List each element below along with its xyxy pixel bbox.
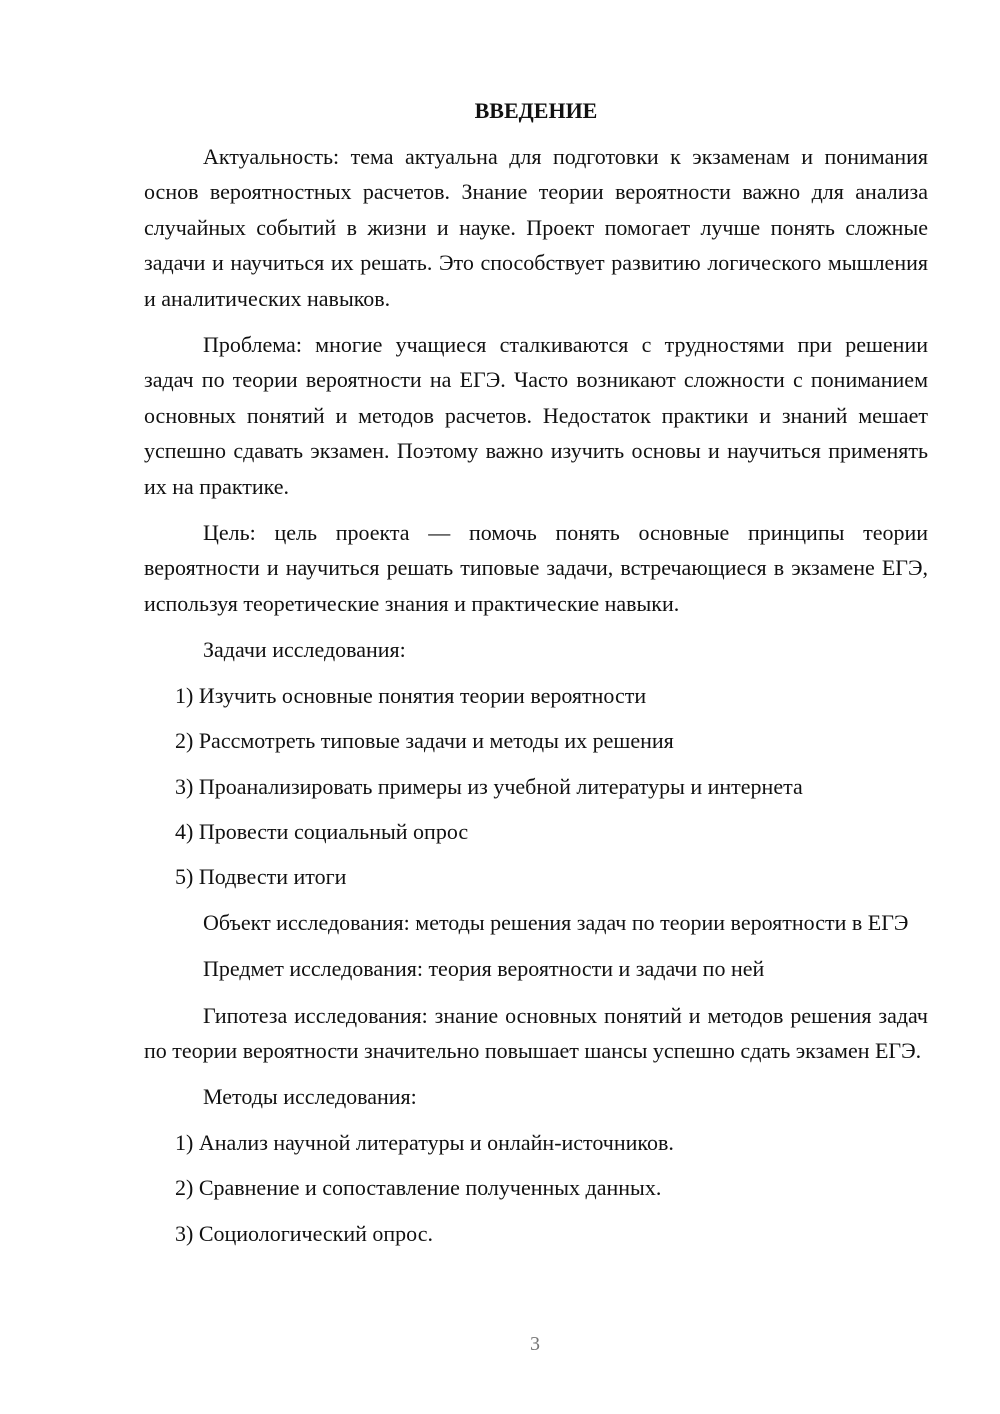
page-number: 3 (530, 1333, 540, 1355)
page-content (144, 96, 928, 1261)
methods-heading: Методы исследования: (203, 1084, 417, 1110)
tasks-heading: Задачи исследования: (203, 637, 406, 663)
paragraph-object: Объект исследования: методы решения задач по теории вероятности в ЕГЭ (203, 909, 909, 935)
page-title: ВВЕДЕНИЕ (474, 98, 598, 123)
paragraph-hypothesis: Гипотеза исследования: знание основных понятий и методов решения задач по теории вероятности значительно повышает шансы успешно сдать экзамен ЕГЭ. (144, 1002, 928, 1063)
paragraph-relevance: Актуальность: тема актуальна для подготовки к экзаменам и понимания основ вероятностных расчетов. Знание теории вероятности важно для анализа случайных событий в жизни и науке. Проект помогает лучше понять сложные задачи и научиться их решать. Это способствует развитию логического мышления и аналитических навыков. (144, 144, 928, 311)
method-item: 1) Анализ научной литературы и онлайн-источников. (175, 1129, 674, 1155)
paragraph-problem: Проблема: многие учащиеся сталкиваются с трудностями при решении задач по теории вероятности на ЕГЭ. Часто возникают сложности с пониманием основных понятий и методов расчетов. Недостаток практики и знаний мешает успешно сдавать экзамен. Поэтому важно изучить основы и научиться применять их на практике. (144, 332, 928, 499)
paragraph-subject: Предмет исследования: теория вероятности и задачи по ней (203, 956, 765, 982)
task-item: 4) Провести социальный опрос (175, 818, 469, 844)
paragraph-goal: Цель: цель проекта — помочь понять основные принципы теории вероятности и научиться решать типовые задачи, встречающиеся в экзамене ЕГЭ, используя теоретические знания и практические навыки. (144, 520, 928, 616)
task-item: 1) Изучить основные понятия теории вероятности (175, 682, 647, 708)
task-item: 2) Рассмотреть типовые задачи и методы их решения (175, 728, 674, 754)
method-item: 2) Сравнение и сопоставление полученных данных. (175, 1175, 662, 1201)
task-item: 5) Подвести итоги (175, 864, 347, 890)
method-item: 3) Социологический опрос. (175, 1220, 433, 1246)
task-item: 3) Проанализировать примеры из учебной литературы и интернета (175, 773, 803, 799)
